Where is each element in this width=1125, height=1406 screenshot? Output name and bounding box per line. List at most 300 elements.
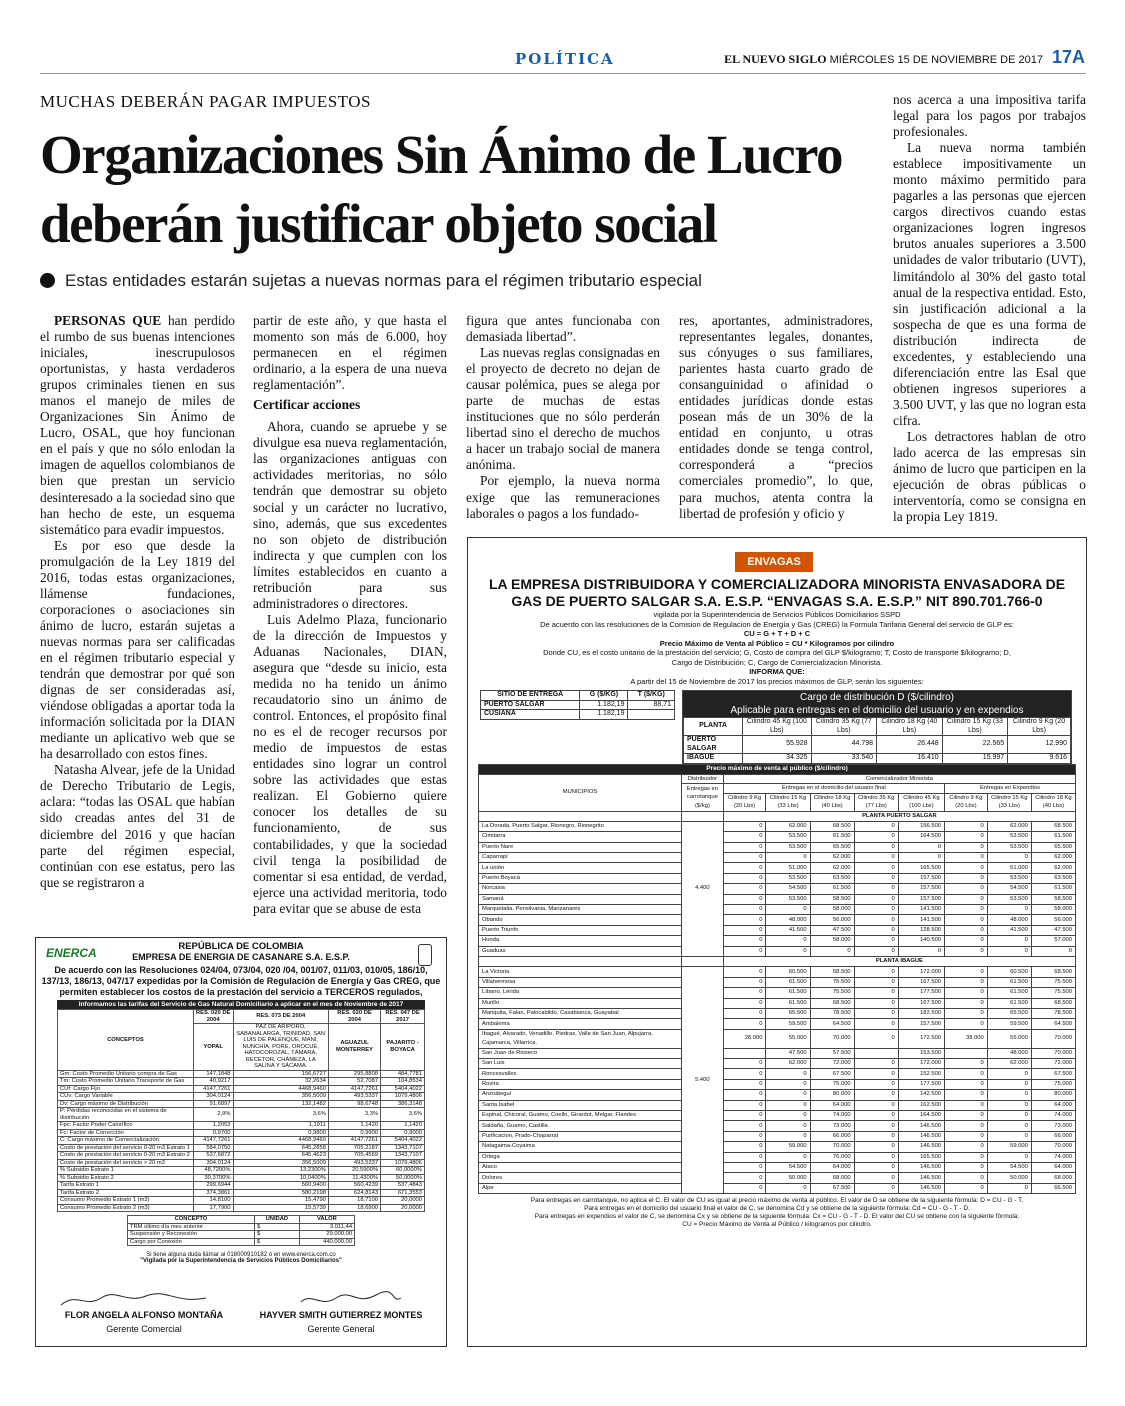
table-cell: 68.500 xyxy=(1031,967,1075,977)
envagas-date-note: A partir del 15 de Noviembre de 2017 los precios máximos de GLP, serán los siguientes: xyxy=(630,676,924,686)
table-cell: 1,1420 xyxy=(328,1122,380,1130)
table-cell: 22.565 xyxy=(942,736,1008,754)
table-cell: 64.000 xyxy=(810,1163,854,1173)
table-cell: 65.500 xyxy=(810,842,854,852)
table-cell: 60.500 xyxy=(987,967,1031,977)
table-cell: 299,6944 xyxy=(193,1182,233,1190)
d-title: Cargo de distribución D ($/cilindro) xyxy=(683,691,1071,704)
table-cell: 152.500 xyxy=(898,1069,944,1079)
envagas-resolution: De acuerdo con las resoluciones de la Comision de Regulacion de Energía y Gas (CREG) la Formula Tarifaria General del servicio de GLP es: xyxy=(540,619,1014,629)
table-cell xyxy=(681,956,723,966)
table-row xyxy=(58,1182,425,1190)
table-row xyxy=(127,1223,354,1231)
table-cell: 56.000 xyxy=(810,915,854,925)
table-row xyxy=(58,1085,425,1093)
table-cell: 63.500 xyxy=(810,873,854,883)
municipio-cell: Santa Isabel xyxy=(479,1100,682,1110)
table-cell: 0 xyxy=(723,1008,766,1018)
table-cell: 0 xyxy=(854,1029,898,1048)
planta-row xyxy=(479,811,1076,821)
table-cell: 0 xyxy=(945,946,988,956)
table-header: CONCEPTO xyxy=(127,1216,254,1224)
table-cell: Suspensión y Reconexión xyxy=(127,1231,254,1239)
table-cell: 18,7100 xyxy=(328,1197,380,1205)
municipio-cell: Murillo xyxy=(479,998,682,1008)
table-cell: 374,3861 xyxy=(193,1189,233,1197)
table-cell: 157.500 xyxy=(898,884,944,894)
table-cell: 0 xyxy=(723,853,766,863)
table-cell: 146.500 xyxy=(898,1183,944,1193)
table-cell: 58.500 xyxy=(1031,894,1075,904)
table-cell: 0 xyxy=(723,821,766,831)
table-cell: 54.500 xyxy=(766,1163,810,1173)
table-cell: 1343,7107 xyxy=(381,1144,425,1152)
table-cell: 1.182,19 xyxy=(580,710,628,720)
table-cell: 0 xyxy=(854,894,898,904)
table-cell: 51.000 xyxy=(766,863,810,873)
table-cell: 0 xyxy=(854,925,898,935)
table-cell: 0 xyxy=(987,1121,1031,1131)
table-cell: 1.182,19 xyxy=(580,700,628,710)
table-cell: 0 xyxy=(987,1111,1031,1121)
table-cell: 356,5009 xyxy=(233,1159,328,1167)
table-cell: 61.500 xyxy=(987,977,1031,987)
table-cell: 0 xyxy=(854,1059,898,1069)
table-cell: 0 xyxy=(987,1131,1031,1141)
table-cell: 58.000 xyxy=(810,905,854,915)
table-cell: 1079,4806 xyxy=(381,1093,425,1101)
table-cell: 58.500 xyxy=(810,894,854,904)
table-cell: 0 xyxy=(723,1173,766,1183)
table-cell: 0 xyxy=(945,1059,988,1069)
table-cell: 57.500 xyxy=(810,1048,854,1058)
table-row xyxy=(479,853,1076,863)
table-cell: Consumo Promedio Estrato 1 (m3) xyxy=(58,1197,194,1205)
envagas-gt-table xyxy=(480,690,675,720)
table-cell: 0 xyxy=(945,873,988,883)
table-cell: 75.000 xyxy=(1031,1079,1075,1089)
table-header: Cilindro 15 Kg (33 Lbs) xyxy=(987,793,1031,811)
note-3: Para entregas en expendios el valor de C, se denomina Cx y se obtiene de la siguiente fórmula: Cx = CU - G - T - D. El valor del CU se obtiene con la siguiente fórmula: xyxy=(534,1213,1020,1221)
table-cell: 61.500 xyxy=(987,988,1031,998)
paragraph: res, aportantes, administradores, representantes legales, donantes, sus cónyuges o sus familiares, parientes hasta cuarto grado de consanguinidad o afinidad o entidades jurídicas donde estas posean más de un 30% de la entidad en conjunto, u otras entidades donde se tenga control, corresponderá a “precios comerciales promedio”, lo que, para muchos, atenta contra la libertad de profesión y oficio y xyxy=(679,313,873,521)
table-cell: 157.500 xyxy=(898,1019,944,1029)
table-cell: 20,0000 xyxy=(381,1197,425,1205)
table-cell: $ xyxy=(254,1238,299,1246)
table-cell: 55.000 xyxy=(766,1029,810,1048)
table-cell: 3,6% xyxy=(381,1108,425,1122)
table-cell: 62.000 xyxy=(810,863,854,873)
table-cell: 167.500 xyxy=(898,977,944,987)
table-cell: 74.000 xyxy=(1031,1152,1075,1162)
paragraph: partir de este año, y que hasta el momento son más de 6.000, hoy permanecen en el régimen ordinario, a la espera de una nueva reglamentación”. xyxy=(253,313,447,393)
enerca-band: Informamos las tarifas del Servicio de Gas Natural Domiciliario a aplicar en el mes de Noviembre de 2017 xyxy=(57,1000,425,1009)
article-headline: Organizaciones Sin Ánimo de Lucro deberán justificar objeto social xyxy=(40,124,843,254)
table-cell: 304,0124 xyxy=(193,1093,233,1101)
table-cell: 15,5739 xyxy=(233,1204,328,1212)
table-row xyxy=(479,1111,1076,1121)
table-cell: 80.000 xyxy=(810,1090,854,1100)
municipio-cell: Alpe xyxy=(479,1183,682,1193)
table-cell: 51.000 xyxy=(987,863,1031,873)
table-cell: 38.000 xyxy=(945,1029,988,1048)
table-cell: 52,7087 xyxy=(328,1078,380,1086)
envagas-title: LA EMPRESA DISTRIBUIDORA Y COMERCIALIZADORA MINORISTA ENVASADORA DE GAS DE PUERTO SALGAR S.A. E.S.P. “ENVAGAS S.A. E.S.P.” NIT 890.701.766-0 xyxy=(488,576,1066,609)
table-cell: $ xyxy=(254,1231,299,1239)
municipio-cell: Obando xyxy=(479,915,682,925)
table-cell: 48.000 xyxy=(987,1048,1031,1058)
table-cell: 0 xyxy=(723,1059,766,1069)
table-cell: 65.500 xyxy=(766,1008,810,1018)
envagas-informa: INFORMA QUE: xyxy=(749,667,805,676)
envagas-ad xyxy=(467,537,1087,1347)
table-row xyxy=(684,754,1071,764)
table-cell: 47.500 xyxy=(810,925,854,935)
table-cell: 44.798 xyxy=(811,736,877,754)
table-row xyxy=(479,936,1076,946)
table-cell: 537,6872 xyxy=(193,1152,233,1160)
table-cell: 0 xyxy=(766,1152,810,1162)
table-cell: 560,9400 xyxy=(233,1182,328,1190)
table-cell: 537,4843 xyxy=(381,1182,425,1190)
table-cell: 4147,7261 xyxy=(328,1137,380,1145)
table-cell: 74.000 xyxy=(810,1111,854,1121)
table-cell: 624,8143 xyxy=(328,1189,380,1197)
table-cell: 48.000 xyxy=(987,915,1031,925)
table-cell: 295,8808 xyxy=(328,1070,380,1078)
table-cell: 98,6748 xyxy=(328,1100,380,1108)
table-cell: 34.325 xyxy=(743,754,811,764)
table-cell: 0 xyxy=(945,915,988,925)
table-cell: 54.500 xyxy=(987,884,1031,894)
col-yopal: YOPAL xyxy=(193,1024,233,1071)
table-row xyxy=(479,1173,1076,1183)
planta-row xyxy=(479,956,1076,966)
table-cell: 1343,7107 xyxy=(381,1152,425,1160)
table-cell: 0 xyxy=(854,1019,898,1029)
table-cell: 67.500 xyxy=(1031,1069,1075,1079)
table-cell: 0 xyxy=(854,988,898,998)
table-cell: 76.000 xyxy=(810,1152,854,1162)
enerca-title: REPÚBLICA DE COLOMBIA xyxy=(178,941,304,952)
table-cell: 78.500 xyxy=(810,1008,854,1018)
table-cell: 156.500 xyxy=(898,821,944,831)
table-cell: 0 xyxy=(987,936,1031,946)
table-cell: 165.500 xyxy=(898,1152,944,1162)
table-cell: 0 xyxy=(723,905,766,915)
signature-scribble-icon xyxy=(56,1290,216,1310)
table-cell: 74.000 xyxy=(1031,1111,1075,1121)
table-row xyxy=(479,1029,1076,1048)
table-cell: Gm: Costo Promedio Unitario compra de Gas xyxy=(58,1070,194,1078)
table-cell: 0 xyxy=(766,1100,810,1110)
table-cell: 1,1420 xyxy=(381,1122,425,1130)
table-row xyxy=(58,1167,425,1175)
table-cell: 0 xyxy=(945,1100,988,1110)
table-cell: 172.000 xyxy=(898,967,944,977)
table-cell: 56.000 xyxy=(1031,915,1075,925)
table-cell xyxy=(854,1048,898,1058)
p-dom: Entregas en el domicilio del usuario final xyxy=(723,784,944,794)
table-cell: 61.500 xyxy=(766,988,810,998)
table-cell: 70.000 xyxy=(810,1142,854,1152)
table-row xyxy=(58,1078,425,1086)
paragraph: Ahora, cuando se apruebe y se divulgue esa nueva reglamentación, las organizaciones antiguas con actividades meritorias, no sólo tendrán que demostrar su objeto social y un carácter no lucrativo, sino, además, que sus excedentes no son objeto de distribución indirecta y que cumplen con los límites establecidos en cuanto a retribución para sus administradores o directores. xyxy=(253,419,447,611)
table-cell: 50.000 xyxy=(766,1173,810,1183)
planta-title: PLANTA IBAGUE xyxy=(723,956,1075,966)
table-cell: 0 xyxy=(766,1079,810,1089)
table-cell: 0 xyxy=(723,1131,766,1141)
table-row xyxy=(479,863,1076,873)
header-rule xyxy=(40,73,1086,74)
table-cell: 4147,7261 xyxy=(328,1085,380,1093)
table-row xyxy=(479,1183,1076,1193)
paragraph: figura que antes funcionaba con demasiada libertad”. xyxy=(466,313,660,345)
table-cell: 78.500 xyxy=(1031,1008,1075,1018)
table-header: Cilindro 18 Kg (40 Lbs) xyxy=(810,793,854,811)
sig2-name: HAYVER SMITH GUTIERREZ MONTES xyxy=(259,1310,423,1320)
table-cell: 28.000 xyxy=(723,1029,766,1048)
signature-scribble-icon xyxy=(296,1290,406,1310)
table-row xyxy=(127,1238,354,1246)
table-cell: 0 xyxy=(945,977,988,987)
col-res4: RES. 047 DE 2017 xyxy=(381,1010,425,1024)
p-title: Precio máximo de venta al público ($/cilindro) xyxy=(479,765,1076,775)
municipio-cell: Anzoátegui xyxy=(479,1090,682,1100)
table-cell xyxy=(945,1048,988,1058)
table-cell: 4147,7261 xyxy=(193,1085,233,1093)
table-cell: 0 xyxy=(854,1131,898,1141)
municipio-cell: Guaduas xyxy=(479,946,682,956)
table-cell: 493,5337 xyxy=(328,1093,380,1101)
table-cell: 0 xyxy=(987,1100,1031,1110)
table-cell: 62.000 xyxy=(810,853,854,863)
table-cell: 59.000 xyxy=(987,1142,1031,1152)
table-cell: 0 xyxy=(945,884,988,894)
col-paz: PAZ DE ARIPORO, SABANALARGA, TRINIDAD, SAN LUIS DE PALENQUE, MANÍ, NUNCHÍA, PORE, OROCUÉ, HATOCOROZAL, TÁMARA, RECETOR, CHÁMEZA, LA SALINA Y SÁCAMA. xyxy=(233,1024,328,1071)
municipio-cell: Ataco xyxy=(479,1163,682,1173)
enerca-vigilada: "Vigilada por la Superintendencia de Servicios Públicos Domiciliarios" xyxy=(140,1258,342,1264)
table-cell: 0 xyxy=(945,925,988,935)
section-heading: Certificar acciones xyxy=(253,397,361,413)
table-cell: 0 xyxy=(766,905,810,915)
municipio-cell: San Luis xyxy=(479,1059,682,1069)
table-cell: CUf: Cargo Fijo xyxy=(58,1085,194,1093)
table-cell: 33.540 xyxy=(811,754,877,764)
table-cell: 146.500 xyxy=(898,1173,944,1183)
table-cell: Tarifa Estrato 1 xyxy=(58,1182,194,1190)
municipio-cell: Puerto Nare xyxy=(479,842,682,852)
table-row xyxy=(481,700,675,710)
sig1-role: Gerente Comercial xyxy=(106,1324,182,1334)
table-cell: 70.000 xyxy=(1031,1142,1075,1152)
table-cell: 0 xyxy=(766,936,810,946)
table-cell: 62.000 xyxy=(987,1059,1031,1069)
table-cell: 53.500 xyxy=(987,894,1031,904)
table-cell: 0 xyxy=(898,853,944,863)
table-cell: 53.500 xyxy=(987,832,1031,842)
table-cell: 146.500 xyxy=(898,1163,944,1173)
table-cell: 0 xyxy=(854,1173,898,1183)
signature-1 xyxy=(56,1290,216,1310)
table-cell: 104,8534 xyxy=(381,1078,425,1086)
table-cell: 0 xyxy=(723,915,766,925)
table-cell: 0 xyxy=(854,1163,898,1173)
table-cell: 0 xyxy=(945,842,988,852)
table-cell: 0 xyxy=(723,894,766,904)
table-cell: 70.000 xyxy=(810,1029,854,1048)
table-row xyxy=(479,1100,1076,1110)
table-cell: CUSIANA xyxy=(481,710,580,720)
municipio-cell: Dolores xyxy=(479,1173,682,1183)
subhead-text: Estas entidades estarán sujetas a nuevas normas para el régimen tributario especial xyxy=(65,271,702,290)
table-cell: 53.500 xyxy=(987,873,1031,883)
table-cell: PUERTO SALGAR xyxy=(684,736,743,754)
table-cell: Cargo por Conexión xyxy=(127,1238,254,1246)
table-cell: 0 xyxy=(723,884,766,894)
table-cell: 484,7781 xyxy=(381,1070,425,1078)
table-cell: 0 xyxy=(723,1079,766,1089)
envagas-price-table xyxy=(478,764,1076,1194)
table-row xyxy=(479,884,1076,894)
table-cell: P: Pérdidas reconocidas en el sistema de distribución xyxy=(58,1108,194,1122)
municipio-cell: Honda xyxy=(479,936,682,946)
table-cell: 0 xyxy=(945,998,988,1008)
table-cell: 386,3148 xyxy=(381,1100,425,1108)
ssp-seal-icon xyxy=(418,944,432,966)
table-cell: 12.990 xyxy=(1008,736,1071,754)
table-cell: 164.500 xyxy=(898,1111,944,1121)
envagas-price-formula: Precio Máximo de Venta al Público = CU * Kilogramos por cilindro xyxy=(659,638,895,648)
table-cell: 132,1482 xyxy=(233,1100,328,1108)
table-row xyxy=(479,977,1076,987)
municipio-cell: Rovira xyxy=(479,1079,682,1089)
municipio-cell: Marquetalia, Pensilvania, Manzanares xyxy=(479,905,682,915)
table-cell: 75.500 xyxy=(1031,988,1075,998)
table-cell: 141.500 xyxy=(898,905,944,915)
table-cell: 54.500 xyxy=(766,884,810,894)
municipio-cell: Natagaima-Coyaima xyxy=(479,1142,682,1152)
table-cell: 0 xyxy=(723,936,766,946)
table-cell: 64.500 xyxy=(1031,1019,1075,1029)
table-cell: 29.000,00 xyxy=(299,1231,354,1239)
masthead-date xyxy=(724,52,1073,67)
table-cell: 3,6% xyxy=(233,1108,328,1122)
table-cell: 4468,9460 xyxy=(233,1085,328,1093)
table-cell: 64.000 xyxy=(1031,1100,1075,1110)
table-cell: 0 xyxy=(854,1100,898,1110)
table-cell: 59.500 xyxy=(987,1019,1031,1029)
table-row xyxy=(479,1048,1076,1058)
table-cell: 0 xyxy=(854,842,898,852)
paragraph: Luis Adelmo Plaza, funcionario de la dirección de Impuestos y Aduanas Nacionales, DIAN, asegura que “desde su inicio, esta medida no ha tenido un ánimo recaudatorio sino un ánimo de control. Entonces, el propósito final no es el de recoger recursos por medio de impuestos de estas entidades sino lograr un control sobre las actividades que estas realizan. El Gobierno quiere conocer los detalles de su funcionamiento, de sus contabilidades, y que la sociedad civil tenga la posibilidad de comentar si esa entidad, de verdad, ejerce una actividad meritoria, todo para evitar que se abuse de esta xyxy=(253,611,447,916)
table-cell: 15,4790 xyxy=(233,1197,328,1205)
table-cell: 0 xyxy=(723,946,766,956)
enerca-tariff-table xyxy=(57,1009,425,1212)
table-row xyxy=(479,1019,1076,1029)
carrotanque-cell: 4.400 xyxy=(681,821,723,956)
table-cell: 63.500 xyxy=(1031,873,1075,883)
table-cell: Consumo Promedio Estrato 2 (m3) xyxy=(58,1204,194,1212)
table-cell: 645,4623 xyxy=(233,1152,328,1160)
table-header: Cilindro 35 Kg (77 Lbs) xyxy=(811,718,877,736)
table-cell: 0 xyxy=(723,873,766,883)
table-cell: 1,1911 xyxy=(233,1122,328,1130)
paragraph: La nueva norma también establece impositivamente un monto máximo permitido para pagarles a las personas que ejercen cargos directivos cuando estas organizaciones logren ingresos brutos anuales superiores a 3.500 unidades de valor tributario (UVT), limitándolo al 30% del gasto total anual de la respectiva entidad. Esto, sin justificación adicional a la sospecha de que es una forma de distribución indirecta de excedentes, y estableciendo una diferenciación entre las Esal que obtienen ingresos superiores a 3.500 UVT, y las que no logran esta cifra. xyxy=(893,140,1086,428)
planta-title: PLANTA PUERTO SALGAR xyxy=(723,811,1075,821)
table-cell: 0 xyxy=(945,1183,988,1193)
table-cell: 0 xyxy=(945,1142,988,1152)
table-cell: 0 xyxy=(945,1008,988,1018)
municipio-cell: Purificacion, Prado-Chaparral xyxy=(479,1131,682,1141)
table-cell: 0 xyxy=(945,1121,988,1131)
table-cell: 61.500 xyxy=(766,998,810,1008)
table-cell: 156,6727 xyxy=(233,1070,328,1078)
paper-name: EL NUEVO SIGLO xyxy=(724,52,827,66)
table-cell: 0 xyxy=(945,894,988,904)
lead-caps: PERSONAS QUE xyxy=(54,313,162,328)
table-cell: 0 xyxy=(854,1152,898,1162)
table-cell: 80.000 xyxy=(1031,1090,1075,1100)
table-cell: 0 xyxy=(945,1019,988,1029)
table-cell: 0 xyxy=(723,1183,766,1193)
table-row xyxy=(127,1231,354,1239)
paragraph: Las nuevas reglas consignadas en el proyecto de decreto no dejan de causar polémica, pues se alega por parte de muchas de estas instituciones que no sólo perderán libertad sino el derecho de muchos a hacer un trabajo social de manera anónima. xyxy=(466,345,660,473)
table-header: Cilindro 35 Kg (77 Lbs) xyxy=(854,793,898,811)
table-header: Cilindro 9 Kg (20 Lbs) xyxy=(723,793,766,811)
table-cell: 146.500 xyxy=(898,1142,944,1152)
table-cell: 0 xyxy=(945,832,988,842)
table-cell: 14,8100 xyxy=(193,1197,233,1205)
paragraph: Por ejemplo, la nueva norma exige que las remuneraciones laborales o pagos a los fundado- xyxy=(466,473,660,521)
table-cell: 66.500 xyxy=(1031,1183,1075,1193)
municipio-cell: Cimitarra xyxy=(479,832,682,842)
table-cell: 53.500 xyxy=(987,842,1031,852)
table-cell: 0 xyxy=(854,1183,898,1193)
table-cell: 48,7200% xyxy=(193,1167,233,1175)
table-cell: 0 xyxy=(987,1090,1031,1100)
table-cell: 0 xyxy=(987,1183,1031,1193)
col-aguazul: AGUAZUL MONTERREY xyxy=(328,1024,380,1071)
table-cell: 55.000 xyxy=(987,1029,1031,1048)
table-cell: 162.500 xyxy=(898,1100,944,1110)
table-cell: 0 xyxy=(987,853,1031,863)
municipio-cell: San Juan de Rioseco xyxy=(479,1048,682,1058)
table-cell: 62.000 xyxy=(766,1059,810,1069)
table-row xyxy=(479,1069,1076,1079)
paragraph: han perdido el rumbo de sus buenas intenciones iniciales, inescrupulosos oportunistas, y hasta verdaderos grupos criminales tienen en sus manos el manejo de miles de Organizaciones Sin Ánimo de Lucro, OSAL, que hoy funcionan en el país y que no sólo enlodan la imagen de aquellos colombianos de bien que prestan un servicio desinteresado a la sociedad sino que han hecho de este, un esquema sistemático para evadir impuestos. xyxy=(40,313,235,537)
envagas-formula: CU = G + T + D + C xyxy=(743,629,811,638)
table-cell: 0 xyxy=(854,1090,898,1100)
table-cell: 177.500 xyxy=(898,1079,944,1089)
table-cell: 0 xyxy=(945,1090,988,1100)
table-cell: 58.000 xyxy=(810,936,854,946)
p-comer: Comercializador Minorista xyxy=(723,774,1075,784)
table-cell: 41.500 xyxy=(766,925,810,935)
table-cell: 0 xyxy=(854,915,898,925)
table-cell: 165.500 xyxy=(898,863,944,873)
table-row xyxy=(481,710,675,720)
table-cell: 0 xyxy=(723,967,766,977)
table-cell xyxy=(479,956,682,966)
table-cell: 47.500 xyxy=(766,1048,810,1058)
table-cell: 584,0750 xyxy=(193,1144,233,1152)
table-row xyxy=(479,894,1076,904)
table-cell: 65.500 xyxy=(1031,842,1075,852)
table-cell: 705,2187 xyxy=(328,1144,380,1152)
table-cell: 0 xyxy=(854,998,898,1008)
table-cell: 0 xyxy=(723,977,766,987)
